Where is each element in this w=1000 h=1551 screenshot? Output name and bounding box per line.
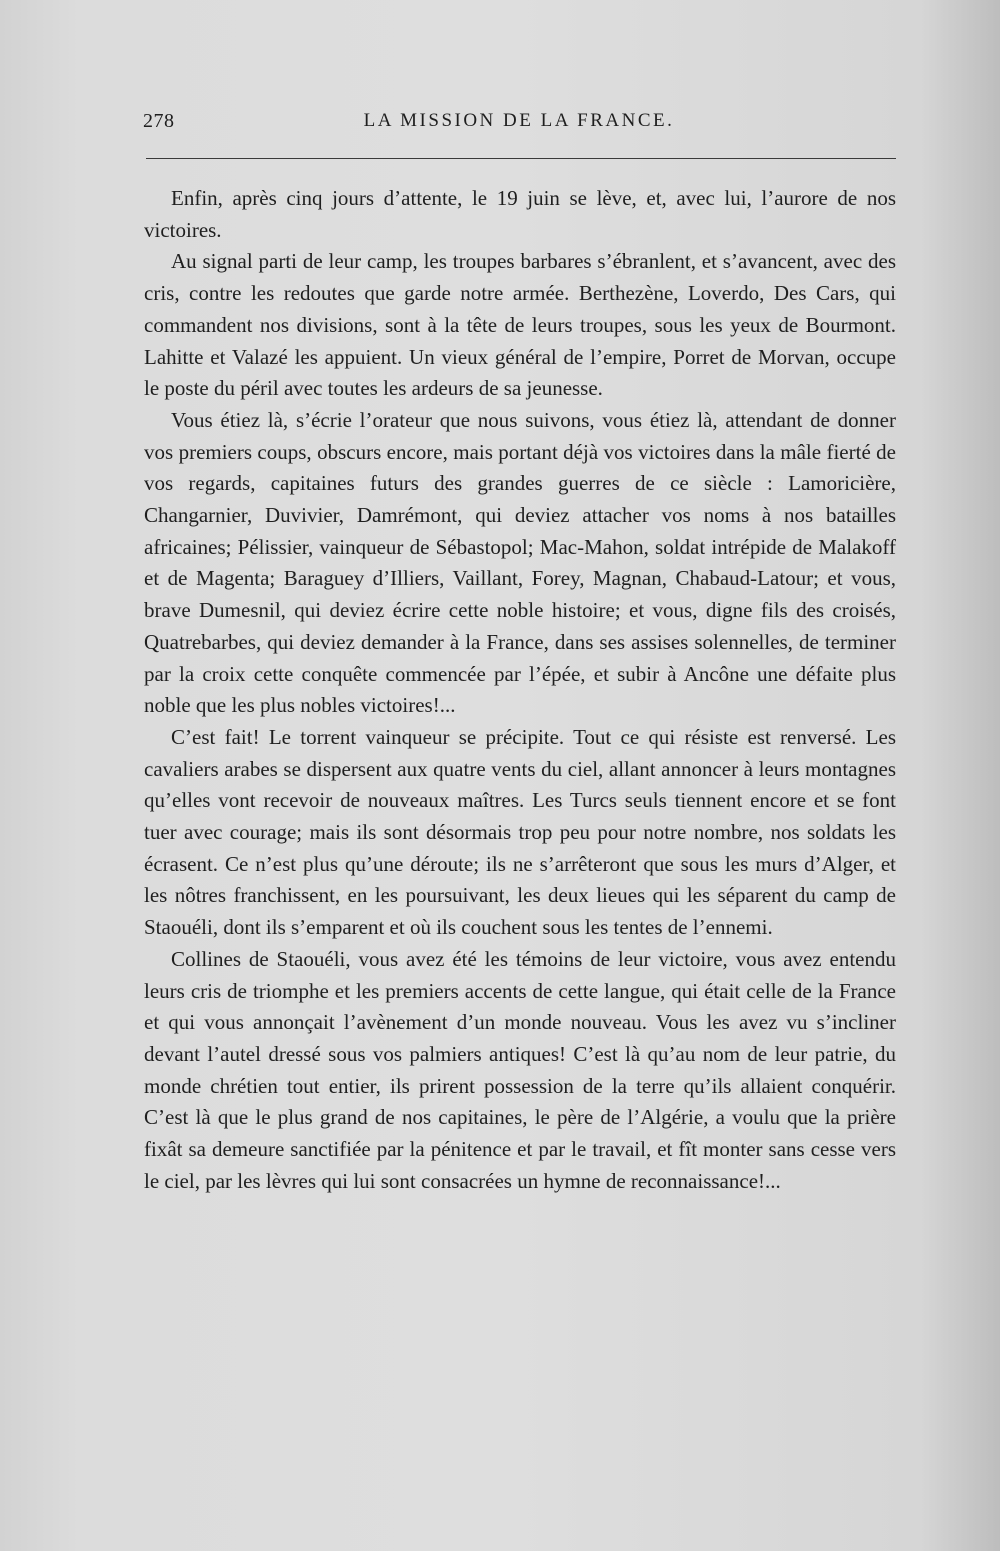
body-text: [144, 183, 896, 1198]
paragraph: C’est fait! Le torrent vainqueur se précipite. Tout ce qui résiste est renversé. Les cavaliers arabes se dispersent aux quatre vents du ciel, allant annoncer à leurs montagnes qu’elles vont recevoir de nouveaux maîtres. Les Turcs seuls tiennent encore et se font tuer avec courage; mais ils sont désormais trop peu pour notre nombre, nos soldats les écrasent. Ce n’est plus qu’une déroute; ils ne s’arrêteront que sous les murs d’Alger, et les nôtres franchissent, en les poursuivant, les deux lieues qui les séparent du camp de Staouéli, dont ils s’emparent et où ils couchent sous les tentes de l’ennemi.: [144, 724, 896, 940]
paragraph: Collines de Staouéli, vous avez été les témoins de leur victoire, vous avez entendu leurs cris de triomphe et les premiers accents de cette langue, qui était celle de la France et qui vous annonçait l’avènement d’un monde nouveau. Vous les avez vu s’incliner devant l’autel dressé sous vos palmiers antiques! C’est là qu’au nom de leur patrie, du monde chrétien tout entier, ils prirent possession de la terre qu’ils allaient conquérir. C’est là que le plus grand de nos capitaines, le père de l’Algérie, a voulu que la prière fixât sa demeure sanctifiée par la pénitence et par le travail, et fît monter sans cesse vers le ciel, par les lèvres qui lui sont consacrées un hymne de reconnaissance!...: [144, 946, 896, 1193]
page-header: [143, 110, 895, 140]
header-rule: [146, 158, 896, 159]
page-number: 278: [143, 110, 175, 132]
paragraph: Au signal parti de leur camp, les troupes barbares s’ébranlent, et s’avancent, avec des cris, contre les redoutes que garde notre armée. Berthezène, Loverdo, Des Cars, qui commandent nos divisions, sont à la tête de leurs troupes, sous les yeux de Bourmont. Lahitte et Valazé les appuient. Un vieux général de l’empire, Porret de Morvan, occupe le poste du péril avec toutes les ardeurs de sa jeunesse.: [144, 249, 896, 401]
paragraph: Vous étiez là, s’écrie l’orateur que nous suivons, vous étiez là, attendant de donner vos premiers coups, obscurs encore, mais portant déjà vos victoires dans la mâle fierté de vos regards, capitaines futurs des grandes guerres de ce siècle : Lamoricière, Changarnier, Duvivier, Damrémont, qui deviez attacher vos noms à nos batailles africaines; Pélissier, vainqueur de Sébastopol; Mac-Mahon, soldat intrépide de Malakoff et de Magenta; Baraguey d’Illiers, Vaillant, Forey, Magnan, Chabaud-Latour; et vous, brave Dumesnil, qui deviez écrire cette noble histoire; et vous, digne fils des croisés, Quatrebarbes, qui deviez demander à la France, dans ses assises solennelles, de terminer par la croix cette conquête commencée par l’épée, et subir à Ancône une défaite plus noble que les plus nobles victoires!...: [144, 407, 896, 718]
running-title: LA MISSION DE LA FRANCE.: [363, 110, 675, 131]
paragraph: Enfin, après cinq jours d’attente, le 19 juin se lève, et, avec lui, l’aurore de nos victoires.: [144, 186, 896, 242]
